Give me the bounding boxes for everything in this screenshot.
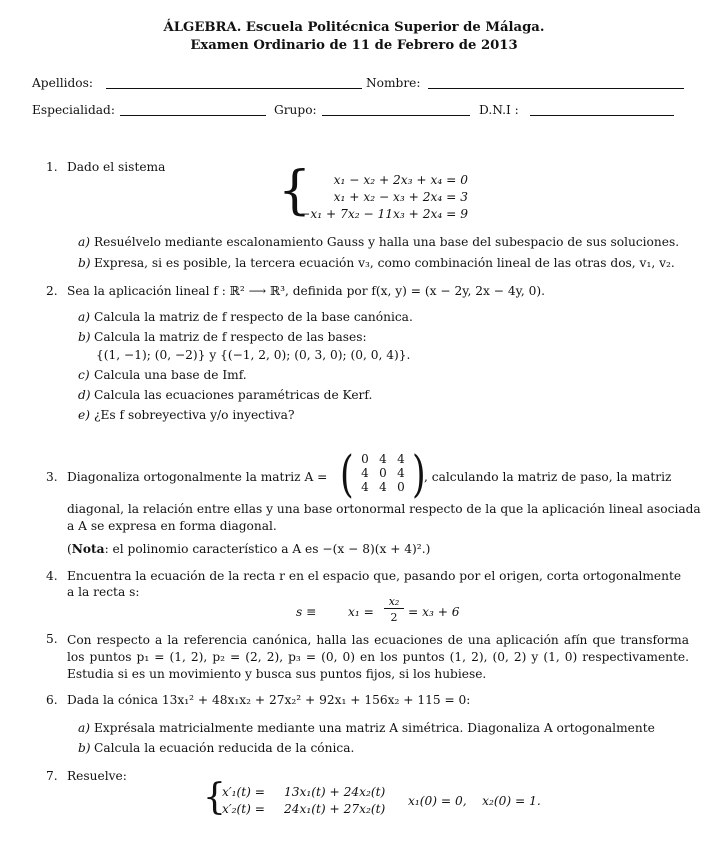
q3-matrix-left-paren: (	[340, 445, 354, 503]
q2-e: e) ¿Es f sobreyectiva y/o inyectiva?	[78, 408, 295, 422]
q3-line2: diagonal, la relación entre ellas y una base ortonormal respecto de la que la aplicación lineal asociada	[67, 502, 701, 516]
q1-b: b) Expresa, si es posible, la tercera ecuación v₃, como combinación lineal de las otras dos, v₁, v₂.	[78, 256, 675, 270]
q2-a: a) Calcula la matriz de f respecto de la base canónica.	[78, 310, 413, 324]
q1-brace: {	[278, 161, 312, 221]
q5-text: Con respecto a la referencia canónica, halla las ecuaciones de una aplicación afín que transforma los puntos p₁ = (1, 2), p₂ = (2, 2), p₃ = (0, 0) en los puntos (1, 2), (0, 2) y (1, 0) respectivamente. Estudia si es un movimiento y busca sus puntos fijos, si los hubiese.	[67, 633, 689, 681]
q4-eq-den: 2	[390, 611, 398, 624]
q2-intro: Sea la aplicación lineal f : ℝ² ⟶ ℝ³, definida por f(x, y) = (x − 2y, 2x − 4y, 0).	[67, 284, 545, 298]
grupo-line	[322, 115, 470, 116]
q2-d: d) Calcula las ecuaciones paramétricas de Kerf.	[78, 388, 373, 402]
q2-c: c) Calcula una base de Imf.	[78, 368, 247, 382]
q7-eq2-right: 24x₁(t) + 27x₂(t)	[284, 802, 386, 816]
nombre-line	[428, 88, 684, 89]
q7-initial-conditions: x₁(0) = 0, x₂(0) = 1.	[408, 794, 541, 808]
q3-number: 3.	[46, 470, 58, 484]
title-line-2: Examen Ordinario de 11 de Febrero de 2013	[190, 38, 518, 53]
q3-note: (Nota: el polinomio característico a A es −(x − 8)(x + 4)².)	[67, 542, 431, 556]
q1-number: 1.	[46, 160, 58, 174]
especialidad-label: Especialidad:	[32, 103, 115, 117]
dni-line	[530, 115, 674, 116]
q1-eq3: −x₁ + 7x₂ − 11x₃ + 2x₄ = 9	[300, 207, 468, 221]
apellidos-label: Apellidos:	[32, 76, 94, 90]
q3-text-before: Diagonaliza ortogonalmente la matriz A =	[67, 470, 328, 484]
q4-number: 4.	[46, 569, 58, 583]
q1-a: a) Resuélvelo mediante escalonamiento Gauss y halla una base del subespacio de sus soluciones.	[78, 235, 680, 249]
title-line-1: ÁLGEBRA. Escuela Politécnica Superior de Málaga.	[163, 20, 545, 35]
q4-eq-left: s ≡	[296, 605, 317, 619]
q6-a: a) Exprésala matricialmente mediante una matriz A simétrica. Diagonaliza A ortogonalmente	[78, 721, 655, 735]
grupo-label: Grupo:	[274, 103, 317, 117]
q7-eq1-left: x′₁(t) =	[222, 785, 266, 799]
dni-label: D.N.I :	[479, 103, 519, 117]
especialidad-line	[120, 115, 266, 116]
q7-intro: Resuelve:	[67, 769, 127, 783]
nombre-label: Nombre:	[366, 76, 421, 90]
q4-text: Encuentra la ecuación de la recta r en el espacio que, pasando por el origen, corta ortogonalmente a la recta s:	[67, 569, 682, 599]
q4-eq-right: = x₃ + 6	[408, 605, 460, 619]
q7-eq1-right: 13x₁(t) + 24x₂(t)	[284, 785, 386, 799]
q3-text-after: , calculando la matriz de paso, la matriz	[424, 470, 672, 484]
q7-eq2-left: x′₂(t) =	[222, 802, 266, 816]
q3-matrix: 0 4 4 4 0 4 4 4 0	[361, 452, 405, 494]
q3-line3: a A se expresa en forma diagonal.	[67, 519, 277, 533]
apellidos-line	[106, 88, 362, 89]
q4-eq-x1: x₁ =	[348, 605, 374, 619]
q1-eq1: x₁ − x₂ + 2x₃ + x₄ = 0	[333, 173, 468, 187]
q1-eq2: x₁ + x₂ − x₃ + 2x₄ = 3	[333, 190, 468, 204]
q7-number: 7.	[46, 769, 58, 783]
q6-b: b) Calcula la ecuación reducida de la cónica.	[78, 741, 355, 755]
q2-b-bases: {(1, −1); (0, −2)} y {(−1, 2, 0); (0, 3, 0); (0, 0, 4)}.	[96, 348, 411, 362]
q7-brace: {	[203, 777, 226, 818]
q4-eq-num: x₂	[384, 595, 404, 609]
q5-number: 5.	[46, 632, 58, 646]
q2-number: 2.	[46, 284, 58, 298]
q6-intro: Dada la cónica 13x₁² + 48x₁x₂ + 27x₂² + 92x₁ + 156x₂ + 115 = 0:	[67, 693, 471, 707]
q3-matrix-right-paren: )	[412, 445, 426, 503]
q1-intro: Dado el sistema	[67, 160, 166, 174]
q6-number: 6.	[46, 693, 58, 707]
q2-b: b) Calcula la matriz de f respecto de las bases:	[78, 330, 367, 344]
